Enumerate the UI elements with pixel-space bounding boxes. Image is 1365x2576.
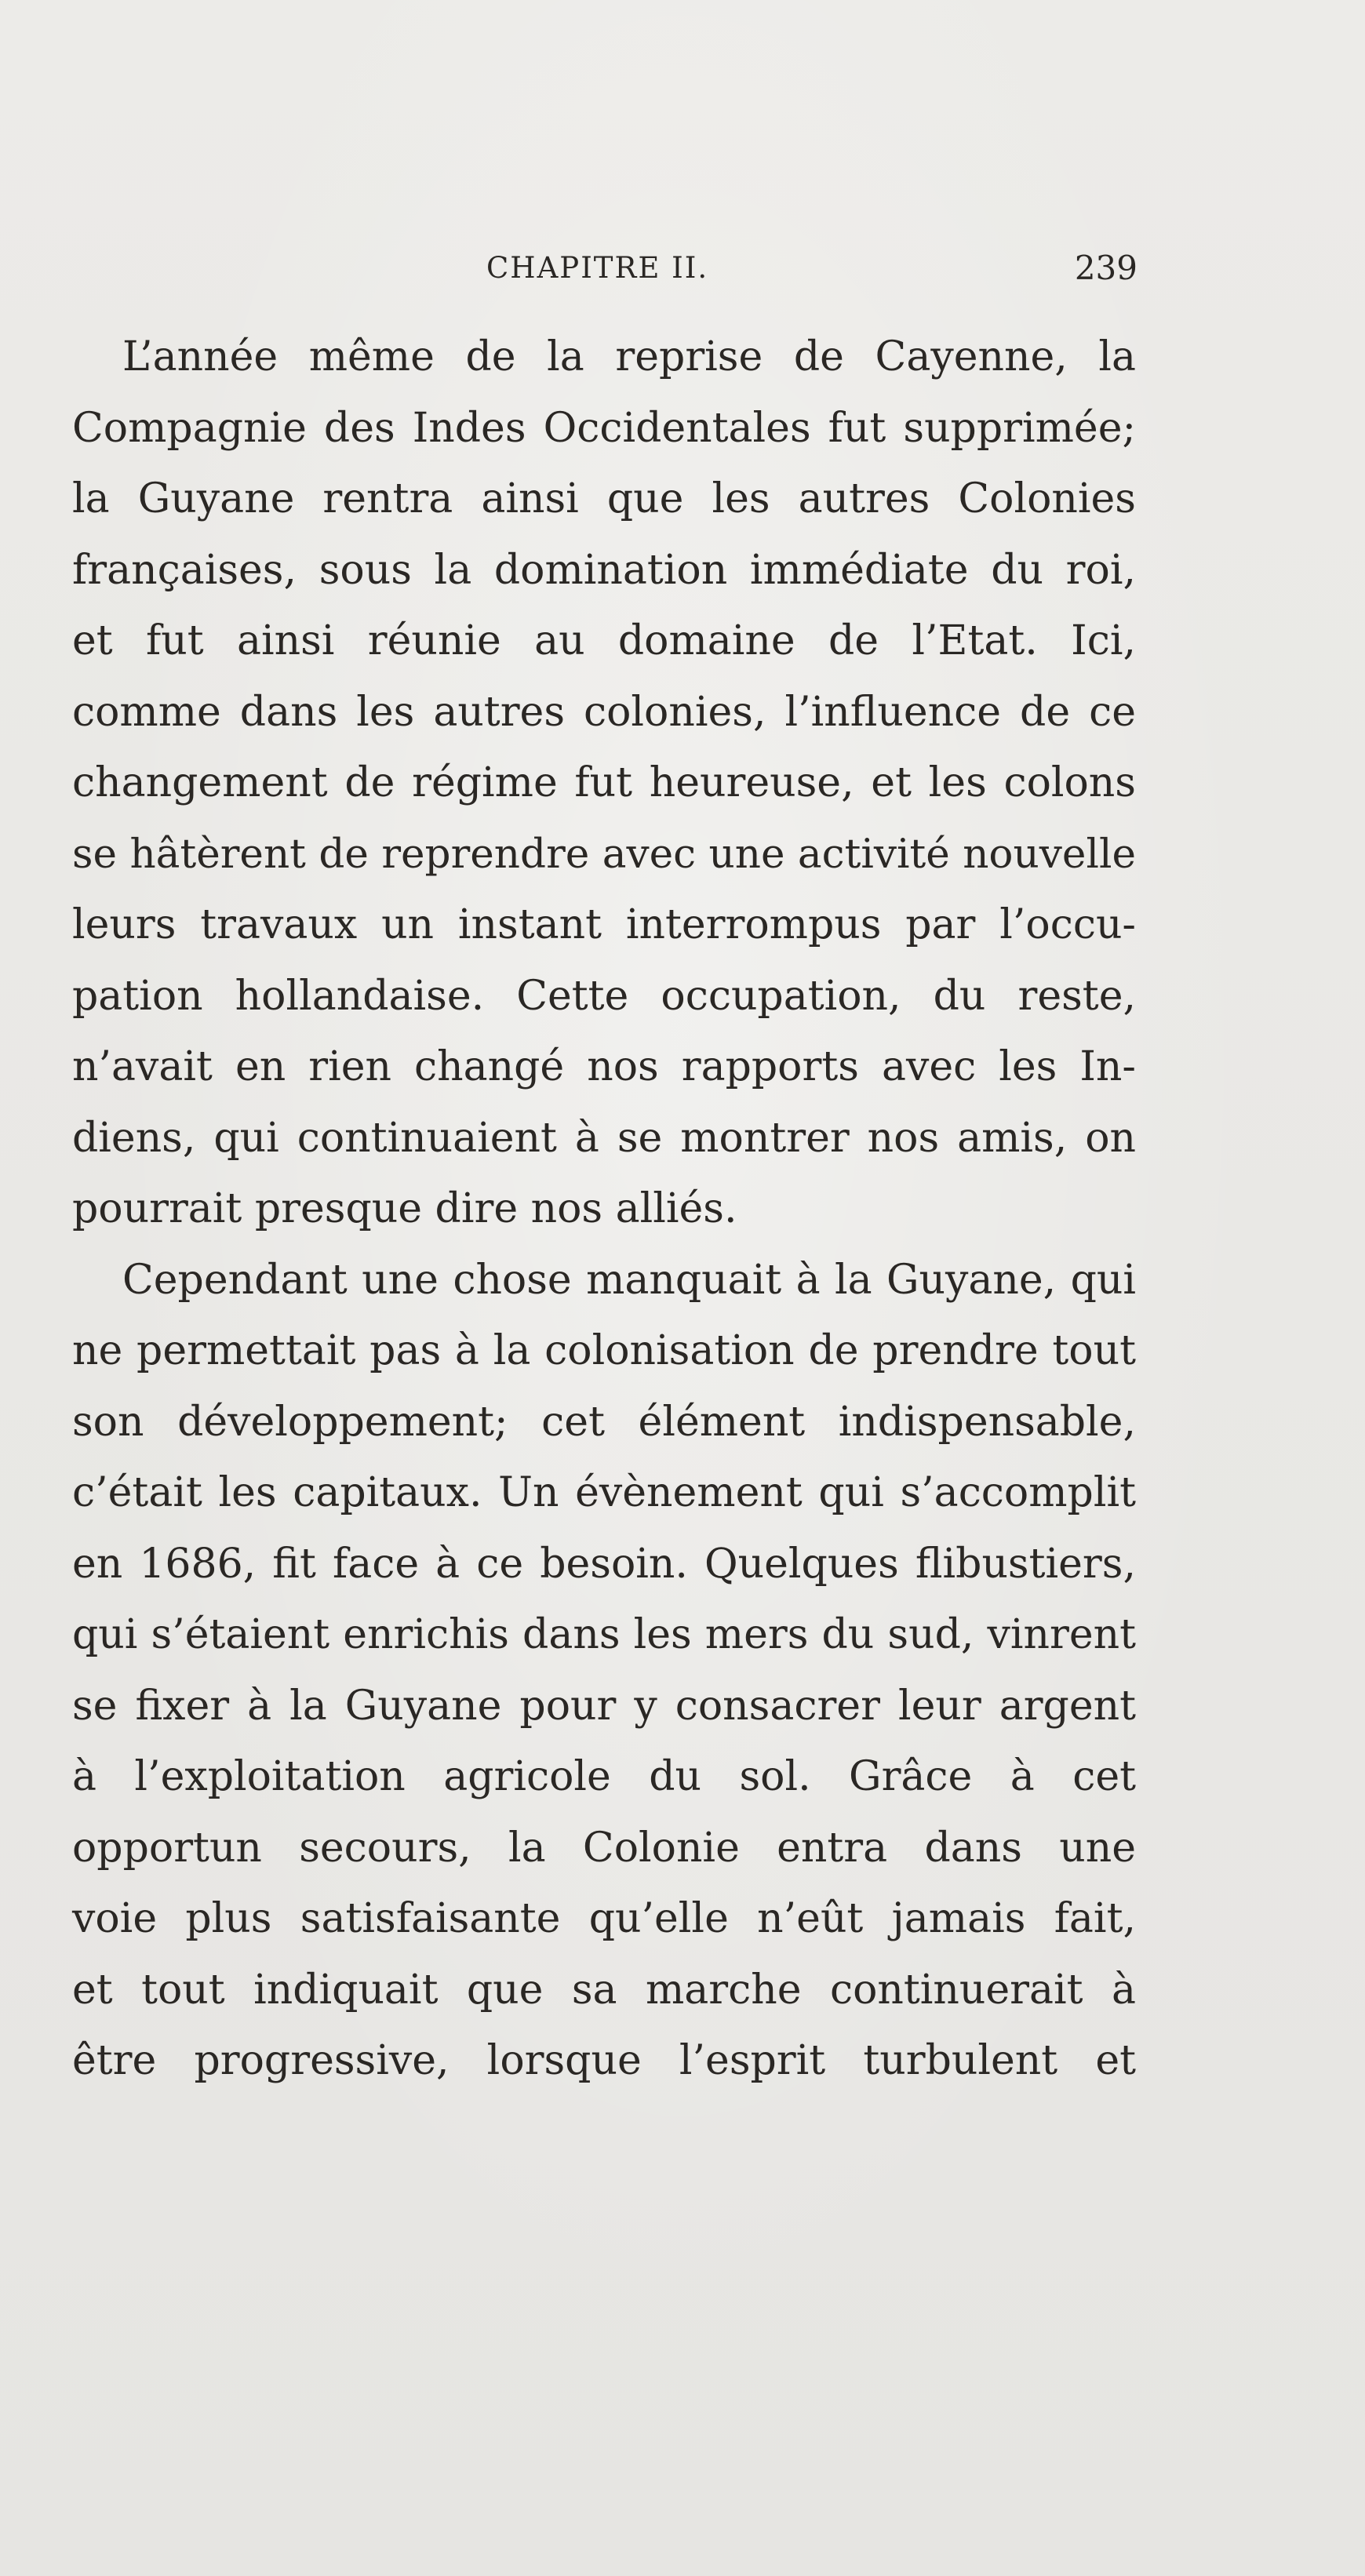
text-line: pation hollandaise. Cette occupation, du reste,: [72, 972, 1136, 1020]
body-text: [72, 322, 1136, 2097]
text-line: Compagnie des Indes Occidentales fut supprimée;: [72, 404, 1136, 452]
text-line: c’était les capitaux. Un évènement qui s’accomplit: [72, 1469, 1136, 1516]
text-line: pourrait presque dire nos alliés.: [72, 1185, 737, 1232]
text-line: n’avait en rien changé nos rapports avec les In-: [72, 1043, 1136, 1090]
text-line: en 1686, fit face à ce besoin. Quelques flibustiers,: [72, 1540, 1136, 1588]
text-line: opportun secours, la Colonie entra dans une: [72, 1824, 1136, 1872]
text-line: et fut ainsi réunie au domaine de l’Etat. Ici,: [72, 617, 1136, 664]
chapter-title: CHAPITRE II.: [486, 251, 709, 285]
text-line: qui s’étaient enrichis dans les mers du sud, vinrent: [72, 1611, 1136, 1658]
text-line: se hâtèrent de reprendre avec une activité nouvelle: [72, 830, 1136, 878]
text-line: se fixer à la Guyane pour y consacrer leur argent: [72, 1682, 1136, 1730]
paragraph-2: [72, 1245, 1136, 2097]
text-line: et tout indiquait que sa marche continuerait à: [72, 1966, 1136, 2014]
page-number: 239: [1074, 249, 1138, 287]
running-head: [71, 245, 1138, 292]
paragraph-1: [72, 322, 1136, 1245]
text-line: Cependant une chose manquait à la Guyane, qui: [122, 1256, 1136, 1304]
text-line: comme dans les autres colonies, l’influence de ce: [72, 688, 1136, 736]
text-line: la Guyane rentra ainsi que les autres Colonies: [72, 475, 1136, 522]
text-line: leurs travaux un instant interrompus par l’occu-: [72, 901, 1136, 948]
text-line: changement de régime fut heureuse, et les colons: [72, 759, 1136, 806]
text-line: L’année même de la reprise de Cayenne, la: [122, 333, 1136, 380]
text-line: être progressive, lorsque l’esprit turbulent et: [72, 2037, 1136, 2084]
text-line: diens, qui continuaient à se montrer nos amis, on: [72, 1114, 1136, 1162]
text-line: son développement; cet élément indispensable,: [72, 1398, 1136, 1446]
text-line: voie plus satisfaisante qu’elle n’eût jamais fait,: [72, 1895, 1136, 1942]
text-line: ne permettait pas à la colonisation de prendre tout: [72, 1327, 1136, 1374]
text-line: à l’exploitation agricole du sol. Grâce à cet: [72, 1753, 1136, 1800]
text-line: françaises, sous la domination immédiate du roi,: [72, 546, 1136, 594]
